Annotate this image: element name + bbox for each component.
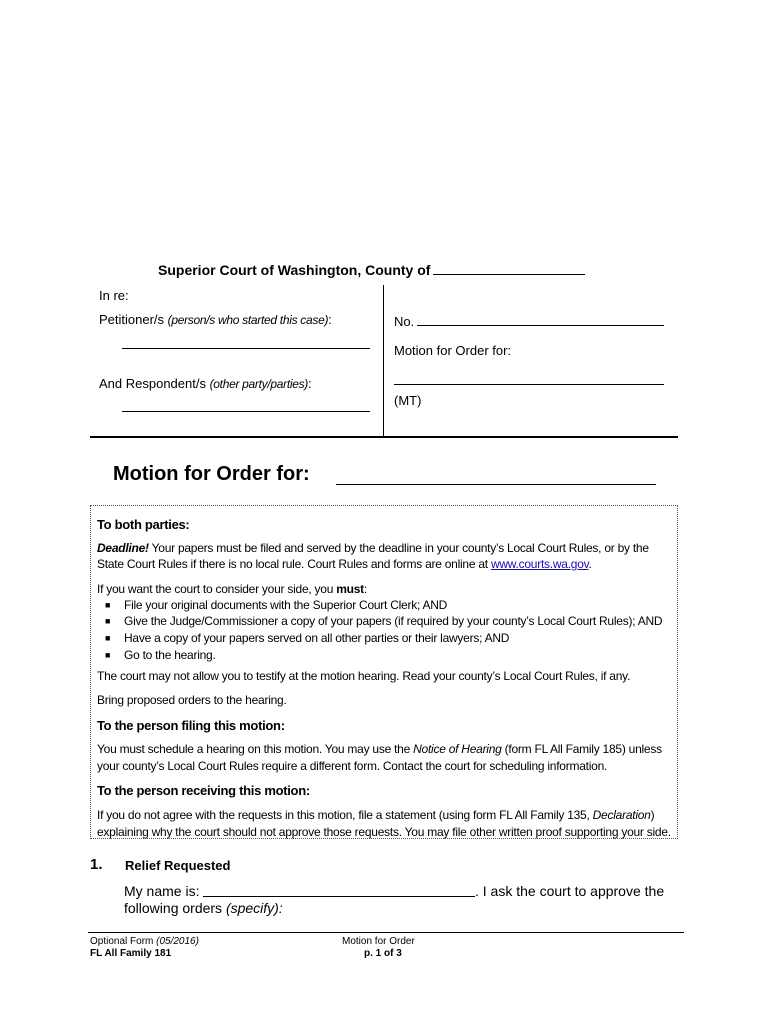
- in-re-label: In re:: [99, 288, 129, 303]
- bring-orders-text: Bring proposed orders to the hearing.: [97, 693, 287, 707]
- receiving-heading: To the person receiving this motion:: [97, 783, 310, 798]
- caption-bottom-rule: [90, 436, 678, 438]
- form-date: (05/2016): [156, 936, 199, 947]
- bullet-icon: ■: [105, 650, 111, 660]
- consider-colon: :: [363, 582, 367, 596]
- must-emphasis: must: [336, 582, 364, 596]
- respondent-colon: :: [308, 376, 312, 391]
- testify-text: The court may not allow you to testify at the motion hearing. Read your county’s Local Court Rules, if any.: [97, 669, 631, 683]
- both-parties-heading: To both parties:: [97, 517, 190, 532]
- respondent-label: And Respondent/s: [99, 376, 206, 391]
- filing-text-1b: (form FL All Family 185) unless: [501, 742, 662, 756]
- specify-hint: (specify):: [225, 900, 283, 916]
- page-title: [113, 463, 310, 486]
- consider-text: [97, 582, 367, 596]
- following-orders-text: [124, 900, 283, 916]
- footer-doc-name: Motion for Order: [342, 936, 415, 947]
- declaration-ref: Declaration: [592, 808, 651, 822]
- receiving-text-1b: ): [650, 808, 655, 822]
- respondent-name-field[interactable]: [122, 411, 370, 412]
- consider-text-main: If you want the court to consider your side, you: [97, 582, 337, 596]
- filing-text-1a: You must schedule a hearing on this motion. You may use the: [97, 742, 414, 756]
- section-title: Relief Requested: [125, 858, 231, 873]
- section-number: 1.: [90, 856, 103, 873]
- bullet-item: Give the Judge/Commissioner a copy of your papers (if required by your county’s Local Court Rules); AND: [124, 614, 663, 628]
- deadline-text-1: Your papers must be filed and served by the deadline in your county’s Local Court Rules, or by the: [148, 541, 649, 555]
- motion-for-label: Motion for Order for:: [394, 343, 512, 358]
- petitioner-name-field[interactable]: [122, 348, 370, 349]
- bullet-icon: ■: [105, 633, 111, 643]
- receiving-text-line1: [97, 808, 654, 822]
- form-code: (MT): [394, 393, 422, 408]
- receiving-text-line2: explaining why the court should not approve those requests. You may file other written proof supporting your side.: [97, 825, 671, 839]
- case-number-label: No.: [394, 314, 415, 329]
- petitioner-hint: (person/s who started this case): [167, 313, 329, 327]
- courts-website-link[interactable]: www.courts.wa.gov: [490, 557, 589, 571]
- petitioner-label: Petitioner/s: [99, 312, 165, 327]
- your-name-field[interactable]: [203, 896, 475, 897]
- filing-text-line1: [97, 742, 662, 756]
- respondent-label-row: [99, 376, 312, 391]
- caption-divider: [383, 285, 384, 437]
- page-number: p. 1 of 3: [364, 948, 402, 959]
- deadline-text-end: .: [588, 557, 592, 571]
- case-number-field[interactable]: [417, 325, 664, 326]
- deadline-paragraph-line1: [97, 541, 649, 555]
- bullet-item: File your original documents with the Superior Court Clerk; AND: [124, 598, 448, 612]
- page-title-text: Motion for Order for:: [113, 463, 310, 485]
- filing-text-line2: your county’s Local Court Rules require a different form. Contact the court for scheduling information.: [97, 759, 608, 773]
- respondent-hint: (other party/parties): [209, 377, 309, 391]
- petitioner-label-row: [99, 312, 332, 327]
- form-id: FL All Family 181: [90, 948, 172, 959]
- deadline-label: Deadline!: [97, 541, 149, 555]
- court-title-text: Superior Court of Washington, County of: [158, 262, 431, 278]
- bullet-item: Have a copy of your papers served on all other parties or their lawyers; AND: [124, 631, 510, 645]
- ask-court-text: . I ask the court to approve the: [475, 883, 665, 899]
- footer-rule: [88, 932, 684, 933]
- following-text: following orders: [124, 900, 226, 916]
- receiving-text-1a: If you do not agree with the requests in this motion, file a statement (using form FL All Family 135,: [97, 808, 593, 822]
- motion-title-field[interactable]: [336, 484, 656, 485]
- optional-form-text: Optional Form: [90, 936, 157, 947]
- petitioner-colon: :: [328, 312, 332, 327]
- deadline-text-2: State Court Rules if there is no local rule. Court Rules and forms are online at: [97, 557, 491, 571]
- notice-of-hearing-ref: Notice of Hearing: [413, 742, 502, 756]
- bullet-item: Go to the hearing.: [124, 648, 216, 662]
- filing-heading: To the person filing this motion:: [97, 718, 285, 733]
- motion-for-field[interactable]: [394, 384, 664, 385]
- deadline-paragraph-line2: [97, 557, 592, 571]
- county-blank-field[interactable]: [433, 262, 585, 275]
- court-title: [158, 262, 585, 278]
- optional-form-label: [90, 936, 199, 947]
- name-label: My name is:: [124, 883, 200, 899]
- bullet-icon: ■: [105, 616, 111, 626]
- bullet-icon: ■: [105, 600, 111, 610]
